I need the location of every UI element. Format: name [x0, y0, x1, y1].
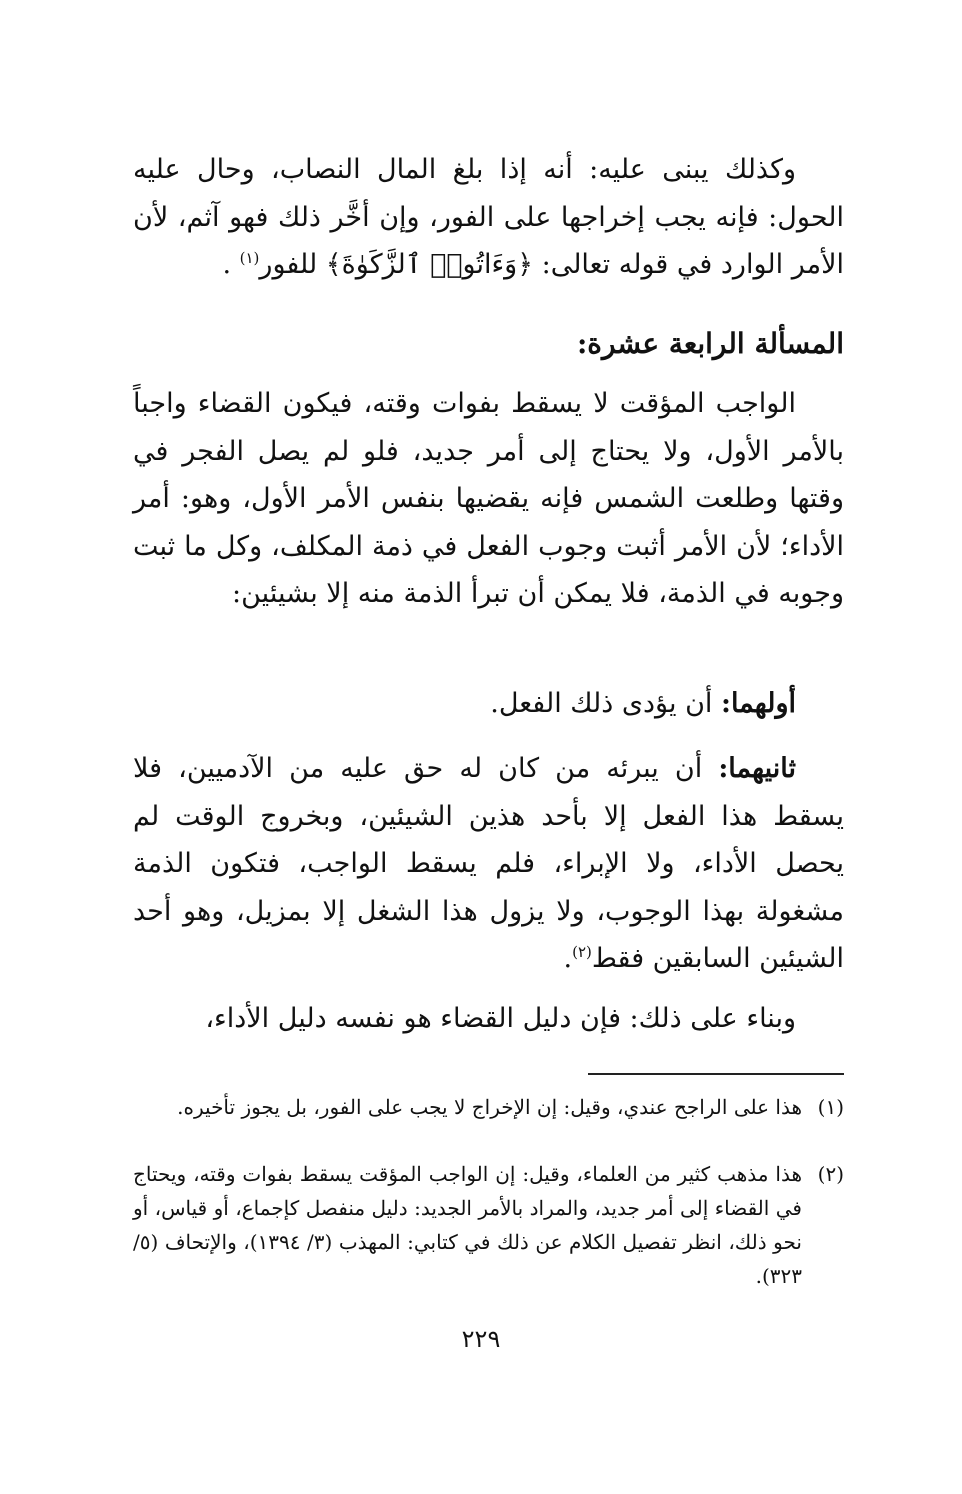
- footnote-2-text: هذا مذهب كثير من العلماء، وقيل: إن الواجب المؤقت يسقط بفوات وقته، ويحتاج في القضاء إلى أمر جديد، والمراد بالأمر الجديد: دليل منفصل كإجماع، أو قياس، أو نحو ذلك، انظر تفصيل الكلام عن ذلك في كتابي: المهذب (٣/ ١٣٩٤)، والإتحاف (٥/ ٣٢٣).: [133, 1162, 802, 1288]
- paragraph-first-way: [133, 680, 844, 728]
- paragraph-timed-obligation: الواجب المؤقت لا يسقط بفوات وقته، فيكون القضاء واجباً بالأمر الأول، ولا يحتاج إلى أمر جديد، فلو لم يصل الفجر في وقتها وطلعت الشمس فإنه يقضيها بنفس الأمر الأول، وهو: أمر الأداء؛ لأن الأمر أثبت وجوب الفعل في ذمة المكلف، وكل ما ثبت وجوبه في الذمة، فلا يمكن أن تبرأ الذمة منه إلا بشيئين:: [133, 388, 844, 609]
- footnote-1: [133, 1090, 844, 1124]
- paragraph-zakat-end: .: [222, 249, 232, 280]
- page-number: ٢٢٩: [461, 1325, 501, 1353]
- footnote-2-number: (٢): [817, 1162, 844, 1186]
- first-way-label: أولهما:: [720, 688, 796, 719]
- paragraph-consequence: وبناء على ذلك: فإن دليل القضاء هو نفسه دليل الأداء،: [205, 1003, 796, 1034]
- second-way-label: ثانيهما:: [718, 753, 796, 784]
- paragraph-zakat-text: وكذلك يبنى عليه: أنه إذا بلغ المال النصاب، وحال عليه الحول: فإنه يجب إخراجها على الفور، وإن أخَّر ذلك فهو آثم، لأن الأمر الوارد في قوله تعالى: ﴿وَءَاتُوا۟ ٱلزَّكَوٰةَ﴾ للفور: [133, 154, 844, 280]
- section-heading: المسألة الرابعة عشرة:: [576, 327, 844, 360]
- second-way-end: .: [563, 943, 573, 974]
- footnote-2: [133, 1157, 844, 1293]
- first-way-text: أن يؤدى ذلك الفعل.: [490, 688, 721, 719]
- footnote-ref-1[interactable]: (١): [239, 249, 260, 267]
- footnote-1-text: هذا على الراجح عندي، وقيل: إن الإخراج لا يجب على الفور، بل يجوز تأخيره.: [177, 1095, 802, 1119]
- second-way-text: أن يبرئه من كان له حق عليه من الآدميين، فلا يسقط هذا الفعل إلا بأحد هذين الشيئين، وبخروج الوقت لم يحصل الأداء، ولا الإبراء، فلم يسقط الواجب، فتكون الذمة مشغولة بهذا الوجوب، ولا يزول هذا الشغل إلا بمزيل، وهو أحد الشيئين السابقين فقط: [133, 753, 844, 974]
- paragraph-second-way: [133, 745, 844, 983]
- paragraph-zakat: [133, 146, 844, 289]
- footnote-1-number: (١): [817, 1095, 844, 1119]
- footnote-ref-2[interactable]: (٢): [572, 943, 592, 961]
- footnote-separator: [588, 1073, 844, 1075]
